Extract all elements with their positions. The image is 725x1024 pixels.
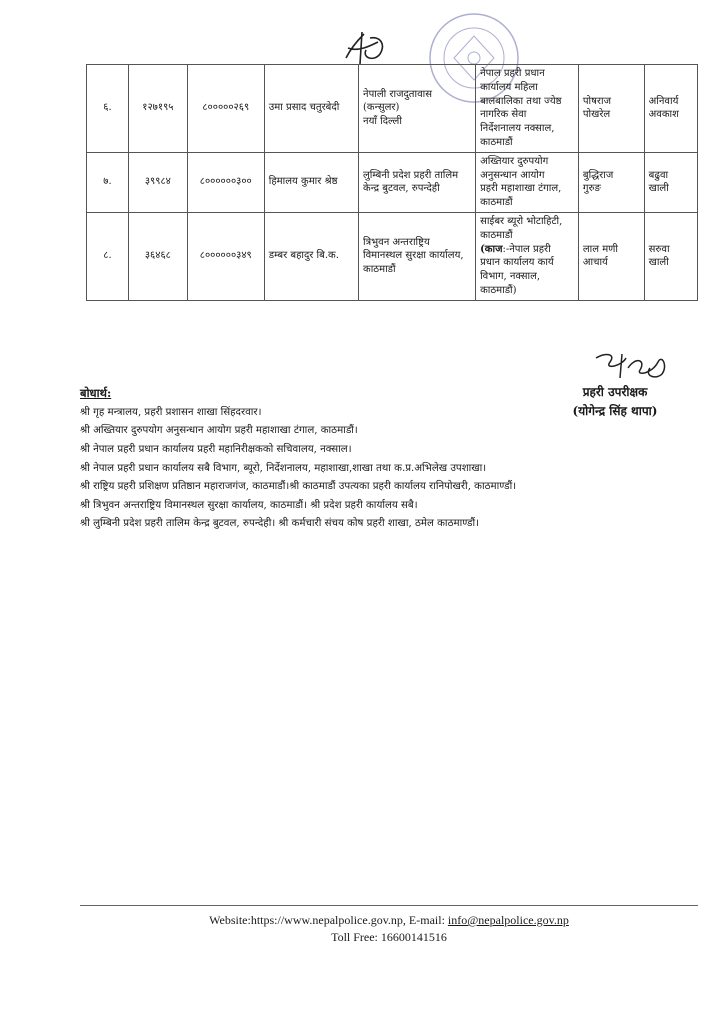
cell-line: पोखरेल xyxy=(582,109,611,121)
cc-line: श्री अख्तियार दुरुपयोग अनुसन्धान आयोग प्रहरी महाशाखा टंगाल, काठमाडौं। xyxy=(80,425,358,437)
cell-line: कार्यालय महिला xyxy=(480,81,538,93)
table-row xyxy=(87,212,698,300)
cell-line: आचार्य xyxy=(582,257,608,269)
cell-line: साईबर ब्यूरो भोटाहिटी, xyxy=(480,215,563,227)
name-cell xyxy=(264,65,358,153)
cell-line: काठमाडौं xyxy=(363,264,396,276)
serial-cell xyxy=(87,212,129,300)
remark-cell xyxy=(644,212,697,300)
cell-line: अनुसन्धान आयोग xyxy=(480,169,545,181)
cell-line: निर्देशनालय नक्साल, xyxy=(480,123,555,135)
cell-line: त्रिभुवन अन्तराष्ट्रिय xyxy=(363,236,430,248)
work-text: :-नेपाल प्रहरी xyxy=(502,243,551,255)
cc-line: श्री गृह मन्त्रालय, प्रहरी प्रशासन शाखा सिंहदरवार। xyxy=(80,406,262,418)
cell-line: नयाँ दिल्ली xyxy=(363,116,402,128)
signatory-name: (योगेन्द्र सिंह थापा) xyxy=(572,403,658,418)
signature-bottom-image xyxy=(592,348,672,382)
footer-contact xyxy=(80,912,698,929)
cell-value: ८००००००३४९ xyxy=(199,250,252,262)
cc-title: बोधार्थ: xyxy=(80,386,112,400)
to-office-cell xyxy=(476,65,579,153)
cell-line: लाल मणी xyxy=(582,243,619,255)
cell-line: सरुवा xyxy=(648,243,670,255)
cell-line: काठमाडौं xyxy=(480,229,513,241)
cell-line: विमानस्थल सुरक्षा कार्यालय, xyxy=(363,250,464,262)
signatory-block xyxy=(555,383,675,420)
from-office-cell xyxy=(359,212,476,300)
cc-line: श्री लुम्बिनी प्रदेश प्रहरी तालिम केन्द्र बुटवल, रुपन्देही। श्री कर्मचारी संचय कोष प्रहरी शाखा, ठमेल काठमाण्डौं। xyxy=(80,518,480,530)
cell-line: काठमाडौं xyxy=(480,136,513,148)
cell-value: ६. xyxy=(103,102,112,114)
cc-line: श्री नेपाल प्रहरी प्रधान कार्यालय प्रहरी महानिरीक्षकको सचिवालय, नक्साल। xyxy=(80,444,352,456)
cell-line: लुम्बिनी प्रदेश प्रहरी तालिम xyxy=(363,169,459,181)
candidate-cell xyxy=(578,152,644,212)
work-line xyxy=(480,243,574,257)
name-cell xyxy=(264,212,358,300)
code-cell xyxy=(187,65,264,153)
cell-value: ३९९८४ xyxy=(144,176,171,188)
cc-line: श्री राष्ट्रिय प्रहरी प्रशिक्षण प्रतिष्ठान महाराजगंज, काठमाडौं।श्री काठमाडौं उपत्यका प्रहरी कार्यालय रानिपोखरी, काठमाण्डौं। xyxy=(80,481,517,493)
cell-line: काठमाडौं xyxy=(480,197,513,209)
cell-value: डम्बर बहादुर बि.क. xyxy=(268,250,339,262)
cell-line: अवकाश xyxy=(648,109,679,121)
signatory-designation: प्रहरी उपरीक्षक xyxy=(582,385,648,399)
cell-line: नेपाली राजदुतावास (कन्सुलर) xyxy=(363,88,433,114)
id-cell xyxy=(129,65,188,153)
cell-line: पोषराज xyxy=(582,95,612,107)
cell-line: अख्तियार दुरुपयोग xyxy=(480,155,549,167)
cell-value: ८०००००२६९ xyxy=(202,102,250,114)
cc-list xyxy=(80,383,550,534)
transfer-table xyxy=(86,64,698,301)
cell-line: गुरुङ xyxy=(582,183,601,195)
footer-website: Website:https://www.nepalpolice.gov.np, E-mail: xyxy=(209,913,448,927)
remark-cell xyxy=(644,152,697,212)
cell-line: प्रहरी महाशाखा टंगाल, xyxy=(480,183,562,195)
cell-line: केन्द्र बुटवल, रुपन्देही xyxy=(363,183,440,195)
cell-value: ८. xyxy=(103,250,112,262)
footer-email-link[interactable]: info@nepalpolice.gov.np xyxy=(447,913,569,927)
cell-line: बालबालिका तथा ज्येष्ठ xyxy=(480,95,562,107)
code-cell xyxy=(187,212,264,300)
cell-value: ७. xyxy=(103,176,112,188)
cell-value: ३६४६८ xyxy=(144,250,171,262)
cell-line: नेपाल प्रहरी प्रधान xyxy=(480,68,545,79)
work-text: विभाग, नक्साल, xyxy=(480,271,541,283)
from-office-cell xyxy=(359,65,476,153)
cell-value: हिमालय कुमार श्रेष्ठ xyxy=(268,176,338,188)
candidate-cell xyxy=(578,212,644,300)
cell-line: बुद्धिराज xyxy=(582,169,614,181)
work-text: काठमाडौं) xyxy=(480,284,517,296)
work-label: (काज xyxy=(480,243,503,255)
cell-line: बढुवा xyxy=(648,169,669,181)
table-row xyxy=(87,65,698,153)
candidate-cell xyxy=(578,65,644,153)
table-row xyxy=(87,152,698,212)
cell-line: खाली xyxy=(648,183,669,195)
id-cell xyxy=(129,152,188,212)
cell-line: अनिवार्य xyxy=(648,95,679,107)
id-cell xyxy=(129,212,188,300)
work-text: प्रधान कार्यालय कार्य xyxy=(480,257,554,269)
serial-cell xyxy=(87,152,129,212)
from-office-cell xyxy=(359,152,476,212)
cc-line: श्री नेपाल प्रहरी प्रधान कार्यालय सबै विभाग, ब्यूरो, निर्देशनालय, महाशाखा,शाखा तथा क.प्र.अभिलेख उपशाखा। xyxy=(80,462,487,474)
to-office-cell xyxy=(476,212,579,300)
remark-cell xyxy=(644,65,697,153)
code-cell xyxy=(187,152,264,212)
cell-value: ८००००००३०० xyxy=(199,176,252,188)
name-cell xyxy=(264,152,358,212)
to-office-cell xyxy=(476,152,579,212)
serial-cell xyxy=(87,65,129,153)
cell-line: खाली xyxy=(648,257,669,269)
footer-divider xyxy=(80,905,698,906)
footer xyxy=(80,912,698,947)
cell-value: उमा प्रसाद चतुरबेदी xyxy=(268,102,340,114)
cell-value: १२७१९५ xyxy=(142,102,174,114)
cc-line: श्री त्रिभुवन अन्तराष्ट्रिय विमानस्थल सुरक्षा कार्यालय, काठमाडौं। श्री प्रदेश प्रहरी कार्यालय सबै। xyxy=(80,499,418,511)
cell-line: नागरिक सेवा xyxy=(480,109,527,121)
footer-toll-free: Toll Free: 16600141516 xyxy=(331,930,447,945)
